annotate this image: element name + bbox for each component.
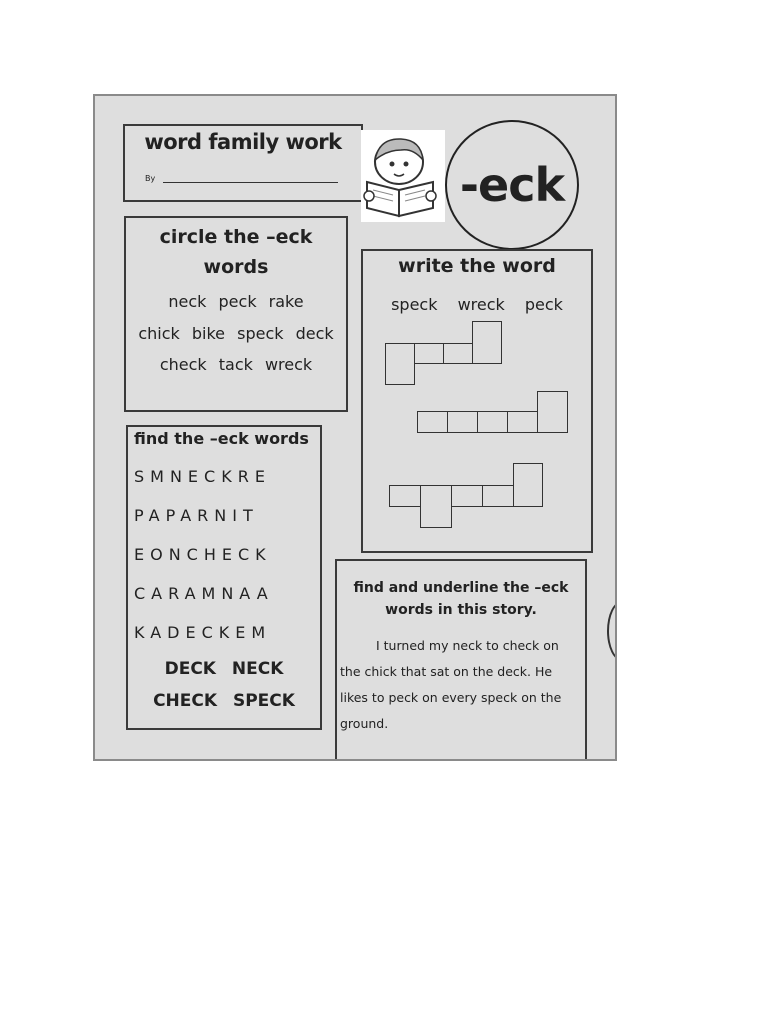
worksheet-page — [93, 94, 617, 761]
word-search-row: CARAMNAA — [134, 584, 274, 603]
letter-box[interactable] — [417, 411, 448, 433]
circle-section-title: circle the –eck words — [159, 226, 313, 278]
letter-box[interactable] — [482, 485, 514, 507]
word-family-label: -eck — [459, 158, 565, 212]
circle-word-line: chick bike speck deck — [138, 324, 334, 343]
by-label: By — [145, 174, 156, 183]
circle-words-section — [124, 216, 348, 412]
letter-box[interactable] — [443, 343, 473, 364]
story-text: I turned my neck to check on the chick that sat on the deck. He likes to peck on every speck on the ground. — [340, 638, 562, 731]
letter-box[interactable] — [507, 411, 538, 433]
child-reading-book-icon — [361, 130, 445, 222]
letter-box[interactable] — [447, 411, 478, 433]
worksheet-title: word family work — [144, 130, 342, 154]
letter-box[interactable] — [414, 343, 444, 364]
letter-box[interactable] — [451, 485, 483, 507]
letter-box[interactable] — [477, 411, 508, 433]
word-family-badge — [445, 120, 579, 250]
write-word-list — [363, 295, 591, 314]
circle-word-line: neck peck rake — [168, 292, 304, 311]
word-search-section — [126, 425, 322, 730]
letter-box[interactable] — [389, 485, 421, 507]
name-line — [163, 182, 338, 183]
word-search-word-list: DECK NECK — [164, 659, 284, 679]
word-search-title: find the –eck words — [134, 429, 309, 448]
write-word: wreck — [457, 295, 505, 314]
word-search-row: PAPARNIT — [134, 506, 259, 525]
story-section-title: find and underline the –eck words in this story. — [353, 580, 569, 618]
letter-box[interactable] — [420, 485, 452, 528]
story-section — [335, 559, 587, 761]
write-section-title: write the word — [398, 255, 556, 277]
partial-circle-decoration — [607, 601, 617, 661]
word-search-row: KADECKEM — [134, 623, 272, 642]
write-word: peck — [524, 295, 563, 314]
circle-word-line: check tack wreck — [159, 355, 313, 374]
write-word: speck — [391, 295, 438, 314]
title-box — [123, 124, 363, 202]
letter-box[interactable] — [472, 321, 502, 364]
word-search-row: EONCHECK — [134, 545, 272, 564]
word-search-word-list: CHECK SPECK — [153, 691, 295, 711]
letter-box[interactable] — [537, 391, 568, 433]
write-word-section — [361, 249, 593, 553]
word-search-row: SMNECKRE — [134, 467, 271, 486]
letter-box[interactable] — [385, 343, 415, 385]
letter-box[interactable] — [513, 463, 543, 507]
